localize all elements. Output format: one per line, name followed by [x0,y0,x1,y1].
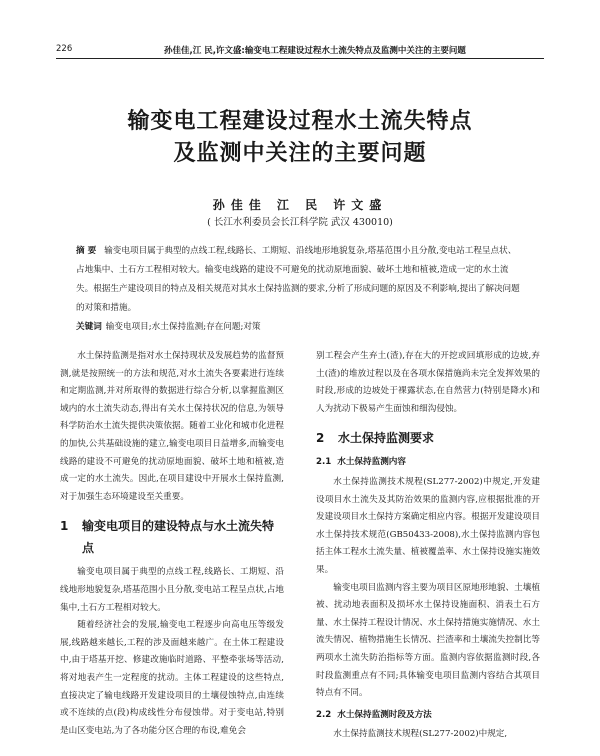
affiliation: ( 长江水利委员会长江科学院 武汉 430010) [207,217,393,228]
subsection-2-1-paragraph-2: 输变电项目监测内容主要为项目区原地形地貌、土壤植被、扰动地表面积及损坏水土保持设施面积、消表土石方量、水土保持工程设计情况、水土保持措施实施情况、水土流失情况、植物措施生长情况、拦渣率和土壤流失控制比等两项水土流失防治指标等方面。监测内容依据监测时段,各时段监测重点有不同;具体输变电项目监测内容结合其项目特点有不同。 [316,582,540,699]
intro-paragraph: 水土保持监测是指对水土保持现状及发展趋势的监督预测,就是按照统一的方法和规范,对水土流失各要素进行连续和定期监测,并对所取得的数据进行综合分析,以掌握监测区域内的水土流失动态,得出有关水土保持状况的信息,为领导科学防治水土流失提供决策依据。随着工业化和城市化进程的加快,公共基础设施的建立,输变电项目日益增多,而输变电线路的建设不可避免的扰动原地面貌、破坏土地和植被,造成一定的水土流失。因此,在项目建设中开展水土保持监测,对于加强生态环境建设至关重要。 [60,351,284,502]
abstract-text: 输变电项目属于典型的点线工程,线路长、工期短、沿线地形地貌复杂,塔基范围小且分散,变电站工程呈点状、占地集中、土石方工程相对较大。输变电线路的建设不可避免的扰动原地面貌、破坏土地和植被,造成一定的水土流失。根据生产建设项目的特点及相关规范对其水土保持监测的要求,分析了形成问题的原因及不利影响,提出了解决问题的对策和措施。 [76,246,520,313]
section-1-number: 1 [60,519,69,534]
subsection-2-1-paragraph-1: 水土保持监测技术规程(SL277-2002)中规定,开发建设项目水土流失及其防治效果的监测内容,应根据批准的开发建设项目水土保持方案确定相应内容。根据开发建设项目水土保持技术规范(GB50433-2008),水土保持监测内容包括主体工程水土流失量、植被覆盖率、水土保持设施实施效果。 [316,476,540,575]
running-title: 孙佳佳,江 民,许文盛:输变电工程建设过程水土流失特点及监测中关注的主要问题 [164,46,466,56]
page-number: 226 [56,44,73,54]
section-2-title: 水土保持监测要求 [338,431,435,446]
keywords-label: 关键词 [76,322,102,332]
abstract-block [76,242,524,337]
abstract [76,242,524,318]
subsection-2-2-number: 2.2 [316,709,332,720]
keywords [76,318,524,337]
section-1-paragraph-1: 输变电项目属于典型的点线工程,线路长、工期短、沿线地形地貌复杂,塔基范围小且分散,变电站工程呈点状,占地集中,土石方工程相对较大。 [60,567,284,613]
keywords-text: 输变电项目;水土保持监测;存在问题;对策 [105,322,261,332]
section-1-heading [60,515,284,559]
paper-title-line1: 输变电工程建设过程水土流失特点 [127,109,473,134]
section-2-heading [316,427,540,449]
paper-title-line2: 及监测中关注的主要问题 [173,141,427,166]
subsection-2-2-title: 水土保持监测时段及方法 [337,709,432,720]
section-1-title: 输变电项目的建设特点与水土流失特点 [82,519,275,556]
abstract-label: 摘 要 [76,246,97,256]
section-1-paragraph-2: 随着经济社会的发展,输变电工程逐步向高电压等级发展,线路越来越长,工程的涉及面越来越广。在土体工程建设中,由于塔基开挖、修建改施临时道路、平整牵张场等活动,将对地表产生一定程度的扰动。主体工程建设的这些特点,直接决定了输电线路开发建设项目的土壤侵蚀特点,由连续或不连续的点(段)构成线性分布侵蚀带。对于变电站,特别是山区变电站,为了各功能分区合理的布设,难免会 [60,620,284,736]
subsection-2-2-heading [316,707,540,725]
header-rule [56,58,544,59]
subsection-2-1-heading [316,454,540,472]
right-column [316,348,540,744]
subsection-2-2-paragraph-1: 水土保持监测技术规程(SL277-2002)中规定, [333,729,508,740]
section-1-continued: 别工程会产生弃土(渣),存在大的开挖或回填形成的边坡,弃土(渣)的堆放过程以及在各项水保措施尚未完全发挥效果的时段,形成的边坡处于裸露状态,在自然营力(特别是降水)和人为扰动下极易产生面蚀和细沟侵蚀。 [316,351,540,414]
section-2-number: 2 [316,431,325,446]
subsection-2-1-number: 2.1 [316,457,332,468]
subsection-2-1-title: 水土保持监测内容 [337,457,406,468]
running-header [56,44,544,58]
left-column [60,348,284,740]
authors: 孙佳佳 江 民 许文盛 [212,198,388,212]
